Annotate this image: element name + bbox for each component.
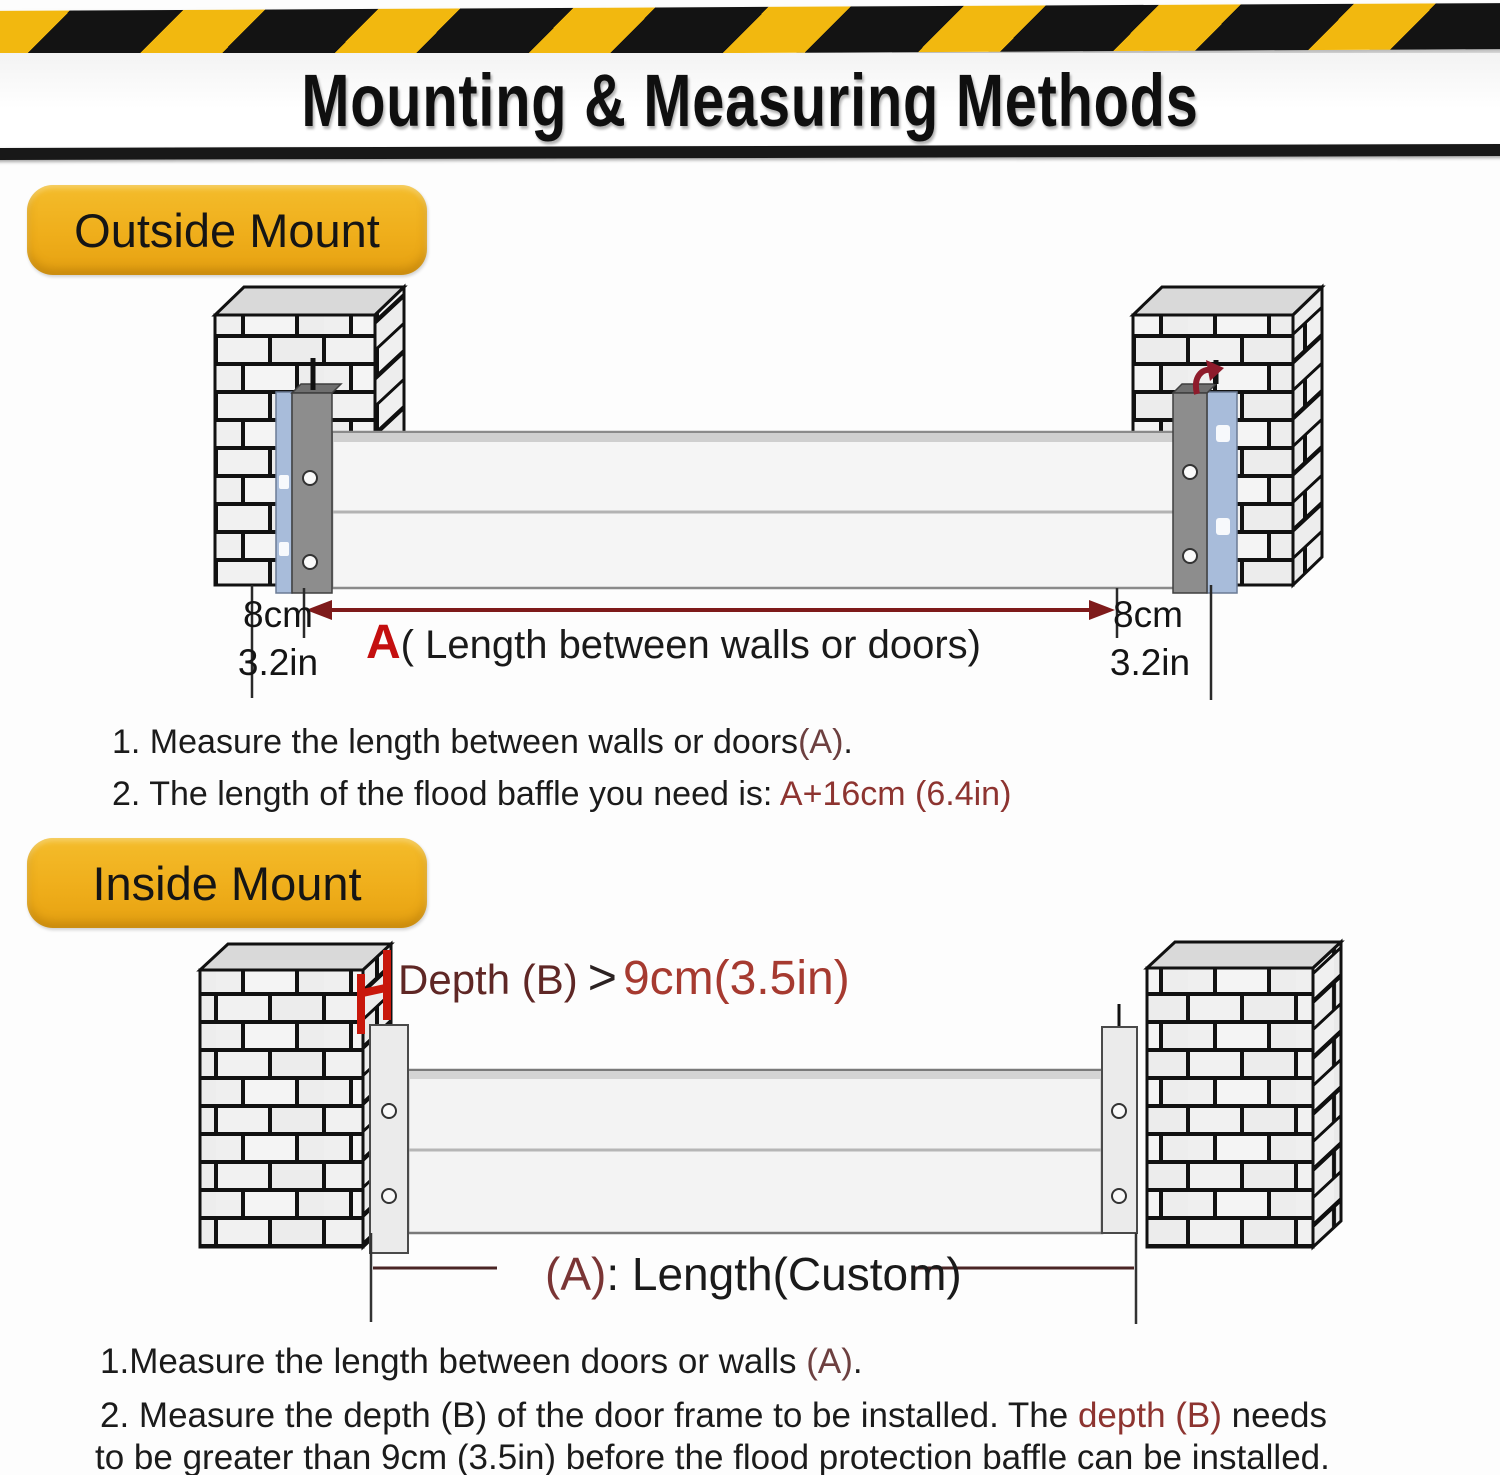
outside-dimension — [238, 585, 1211, 700]
outside-step-1 — [112, 723, 853, 762]
right-offset-in: 3.2in — [1109, 642, 1191, 683]
inside-step-2 — [100, 1396, 1327, 1436]
left-mounting-bracket — [276, 358, 341, 593]
left-offset-in: 3.2in — [237, 642, 319, 683]
flood-baffle-panel — [408, 1070, 1102, 1233]
hazard-tape-banner — [0, 3, 1500, 57]
outside-mount-diagram — [0, 280, 1500, 705]
step-highlight: (A) — [798, 723, 844, 761]
step-text: 1.Measure the length between doors or walls — [100, 1342, 807, 1381]
inside-mount-badge: Inside Mount — [27, 838, 427, 928]
right-offset-cm: 8cm — [1113, 594, 1183, 635]
flood-baffle-panel — [332, 432, 1177, 588]
depth-label-text: Depth (B) — [398, 956, 578, 1003]
right-mounting-bracket — [1173, 360, 1237, 593]
step-text: . — [852, 1342, 863, 1381]
left-mounting-plate — [370, 1025, 408, 1253]
page-title: Mounting & Measuring Methods — [301, 58, 1199, 142]
outside-step-2 — [112, 775, 1011, 814]
greater-than-sign: > — [587, 949, 617, 1005]
arrowhead-right-icon — [1089, 600, 1115, 620]
step-text: 1. Measure the length between walls or doors — [112, 723, 799, 761]
left-offset-cm: 8cm — [243, 594, 313, 635]
step-highlight: A+16cm (6.4in) — [779, 775, 1012, 813]
outside-mount-badge: Outside Mount — [27, 185, 427, 275]
inside-step-1 — [100, 1342, 863, 1382]
step-text: needs — [1221, 1396, 1328, 1435]
right-brick-pillar — [1147, 942, 1341, 1247]
header-divider — [0, 144, 1500, 160]
step-text: . — [843, 723, 853, 761]
step-highlight: (A) — [806, 1342, 853, 1381]
inside-dimension — [371, 1233, 1136, 1324]
inside-step-2-continued: to be greater than 9cm (3.5in) before the flood protection baffle can be installed. — [95, 1438, 1330, 1475]
right-mounting-plate — [1102, 1004, 1137, 1233]
step-highlight: depth (B) — [1077, 1396, 1222, 1435]
step-text: 2. The length of the flood baffle you need is: — [112, 775, 780, 813]
step-text: 2. Measure the depth (B) of the door frame to be installed. The — [100, 1396, 1078, 1435]
depth-requirement-label — [398, 948, 850, 1006]
custom-length-label: (A): Length(Custom) — [545, 1248, 962, 1300]
span-length-label: A( Length between walls or doors) — [366, 616, 981, 669]
depth-value-text: 9cm(3.5in) — [622, 952, 850, 1005]
